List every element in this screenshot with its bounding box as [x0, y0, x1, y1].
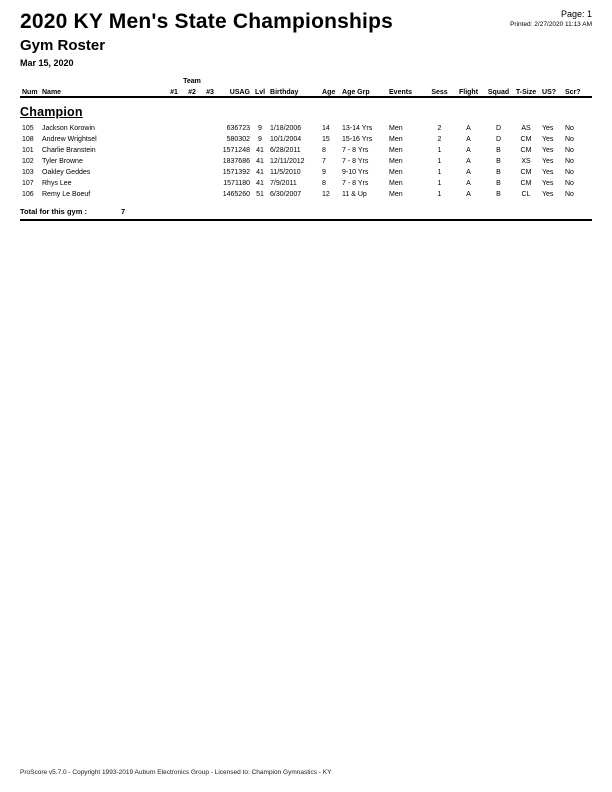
cell-scr: No [565, 147, 574, 154]
cell-flight: A [466, 158, 471, 165]
cell-team3 [201, 123, 219, 134]
cell-flight: A [466, 180, 471, 187]
cell-us: Yes [542, 169, 554, 176]
proscore-footer: ProScore v5.7.0 - Copyright 1993-2019 Auburn Electronics Group - Licensed to: Champion Gymnastics - KY [20, 769, 332, 776]
cell-birthday: 6/28/2011 [270, 147, 301, 154]
roster-table-header [20, 76, 592, 98]
cell-scr: No [565, 136, 574, 143]
cell-events: Men [389, 125, 403, 132]
page-title: 2020 KY Men's State Championships [20, 10, 393, 33]
cell-flight: A [466, 169, 471, 176]
cell-us: Yes [542, 147, 554, 154]
cell-team2 [183, 123, 201, 134]
cell-usag: 1837686 [222, 158, 250, 165]
gym-total-label: Total for this gym : [20, 207, 87, 216]
cell-birthday: 12/11/2012 [270, 158, 305, 165]
cell-team3 [201, 189, 219, 200]
cell-usag: 1465260 [222, 191, 250, 198]
col-header-birthday: Birthday [268, 85, 320, 97]
cell-flight: A [466, 191, 471, 198]
cell-name: Tyler Browne [42, 158, 83, 165]
roster-report [20, 76, 592, 221]
col-header-tsize: T-Size [512, 85, 540, 97]
cell-usag: 1571180 [223, 180, 250, 187]
cell-us: Yes [542, 158, 554, 165]
cell-age: 15 [322, 136, 330, 143]
report-header [20, 10, 393, 68]
cell-sess: 1 [437, 191, 442, 198]
col-header-num: Num [20, 85, 40, 97]
column-header-row [20, 85, 592, 97]
roster-row [20, 123, 592, 134]
cell-agegrp: 7 - 8 Yrs [342, 158, 369, 165]
cell-scr: No [565, 169, 574, 176]
cell-team2 [183, 134, 201, 145]
cell-lvl: 41 [256, 169, 264, 176]
cell-name: Rhys Lee [42, 180, 72, 187]
cell-agegrp: 15-16 Yrs [342, 136, 373, 143]
cell-sess: 2 [437, 125, 442, 132]
cell-team1 [165, 156, 183, 167]
cell-num: 107 [22, 180, 34, 187]
printed-timestamp: Printed: 2/27/2020 11:13 AM [510, 21, 592, 28]
cell-team1 [165, 167, 183, 178]
cell-name: Remy Le Boeuf [42, 191, 91, 198]
cell-scr: No [565, 125, 574, 132]
cell-events: Men [389, 158, 403, 165]
cell-birthday: 11/5/2010 [270, 169, 301, 176]
cell-flight: A [466, 125, 471, 132]
cell-events: Men [389, 191, 403, 198]
team-header-row [20, 76, 592, 85]
cell-num: 105 [22, 125, 34, 132]
cell-squad: B [496, 191, 501, 198]
col-header-sess: Sess [427, 85, 452, 97]
cell-tsize: AS [521, 125, 531, 132]
cell-age: 8 [322, 147, 326, 154]
cell-team2 [183, 156, 201, 167]
cell-team3 [201, 167, 219, 178]
cell-squad: D [495, 136, 502, 143]
col-header-team2: #2 [183, 85, 201, 97]
cell-squad: B [496, 158, 501, 165]
col-header-age: Age [320, 85, 340, 97]
cell-tsize: CM [520, 169, 532, 176]
cell-flight: A [466, 136, 471, 143]
cell-scr: No [565, 180, 574, 187]
cell-agegrp: 11 & Up [342, 191, 367, 198]
roster-row [20, 178, 592, 189]
cell-birthday: 10/1/2004 [270, 136, 302, 143]
cell-flight: A [466, 147, 471, 154]
gym-total-row [20, 207, 592, 221]
cell-events: Men [389, 136, 403, 143]
cell-lvl: 51 [256, 191, 264, 198]
cell-tsize: CM [520, 180, 532, 187]
cell-usag: 580302 [226, 136, 250, 143]
cell-team3 [201, 156, 219, 167]
cell-lvl: 9 [258, 125, 262, 132]
cell-team1 [165, 123, 183, 134]
roster-row [20, 134, 592, 145]
cell-team2 [183, 167, 201, 178]
col-header-usag: USAG [219, 85, 252, 97]
col-header-lvl: Lvl [252, 85, 268, 97]
col-header-team3: #3 [201, 85, 219, 97]
roster-row [20, 145, 592, 156]
cell-name: Charlie Branstein [42, 147, 96, 154]
cell-age: 7 [322, 158, 326, 165]
cell-team2 [183, 189, 201, 200]
cell-lvl: 41 [256, 147, 264, 154]
gym-section-heading: Champion [20, 105, 83, 119]
cell-tsize: CM [520, 147, 532, 154]
cell-scr: No [565, 158, 574, 165]
col-header-squad: Squad [485, 85, 512, 97]
cell-lvl: 9 [258, 136, 262, 143]
cell-birthday: 1/18/2006 [270, 125, 302, 132]
cell-age: 9 [322, 169, 326, 176]
cell-events: Men [389, 147, 403, 154]
col-header-us: US? [540, 85, 563, 97]
cell-age: 12 [322, 191, 330, 198]
page-number: Page: 1 [560, 9, 592, 19]
team-group-label: Team [183, 78, 201, 85]
cell-birthday: 7/9/2011 [270, 180, 297, 187]
cell-squad: B [496, 169, 501, 176]
col-header-scr: Scr? [563, 85, 592, 97]
cell-num: 101 [22, 147, 34, 154]
cell-tsize: CM [520, 136, 532, 143]
cell-team3 [201, 134, 219, 145]
gym-total-value: 7 [120, 207, 126, 216]
cell-sess: 1 [437, 158, 442, 165]
print-info [510, 9, 592, 28]
cell-sess: 1 [437, 147, 442, 154]
cell-lvl: 41 [256, 158, 264, 165]
cell-age: 8 [322, 180, 326, 187]
cell-squad: D [495, 125, 502, 132]
event-date: Mar 15, 2020 [20, 58, 74, 68]
cell-usag: 1571392 [222, 169, 250, 176]
cell-sess: 1 [437, 169, 442, 176]
cell-team1 [165, 145, 183, 156]
cell-us: Yes [542, 136, 554, 143]
col-header-flight: Flight [452, 85, 485, 97]
cell-team1 [165, 134, 183, 145]
cell-events: Men [389, 180, 403, 187]
cell-team1 [165, 189, 183, 200]
cell-num: 106 [22, 191, 34, 198]
cell-team2 [183, 145, 201, 156]
cell-sess: 1 [437, 180, 442, 187]
col-header-agegrp: Age Grp [340, 85, 387, 97]
cell-sess: 2 [437, 136, 442, 143]
cell-squad: B [496, 147, 501, 154]
cell-age: 14 [322, 125, 330, 132]
cell-name: Oakley Geddes [42, 169, 91, 176]
cell-us: Yes [542, 191, 554, 198]
cell-num: 103 [22, 169, 34, 176]
cell-agegrp: 13-14 Yrs [342, 125, 373, 132]
cell-num: 102 [22, 158, 34, 165]
cell-usag: 636723 [226, 125, 250, 132]
cell-us: Yes [542, 180, 554, 187]
cell-scr: No [565, 191, 574, 198]
cell-team1 [165, 178, 183, 189]
roster-row [20, 189, 592, 200]
cell-birthday: 6/30/2007 [270, 191, 302, 198]
cell-usag: 1571248 [222, 147, 250, 154]
col-header-events: Events [387, 85, 427, 97]
roster-row [20, 156, 592, 167]
col-header-team1: #1 [165, 85, 183, 97]
col-header-name: Name [40, 85, 165, 97]
cell-team2 [183, 178, 201, 189]
roster-table-body [20, 123, 592, 200]
cell-team3 [201, 145, 219, 156]
cell-agegrp: 7 - 8 Yrs [342, 147, 369, 154]
cell-tsize: CL [521, 191, 531, 198]
cell-name: Andrew Wrightsel [42, 136, 97, 143]
cell-us: Yes [542, 125, 554, 132]
cell-lvl: 41 [256, 180, 264, 187]
roster-row [20, 167, 592, 178]
cell-tsize: XS [521, 158, 531, 165]
cell-name: Jackson Korowin [42, 125, 95, 132]
cell-agegrp: 9-10 Yrs [342, 169, 369, 176]
report-subtitle: Gym Roster [20, 37, 106, 54]
roster-table [20, 123, 592, 200]
cell-team3 [201, 178, 219, 189]
cell-events: Men [389, 169, 403, 176]
cell-agegrp: 7 - 8 Yrs [342, 180, 369, 187]
cell-squad: B [496, 180, 501, 187]
cell-num: 108 [22, 136, 34, 143]
